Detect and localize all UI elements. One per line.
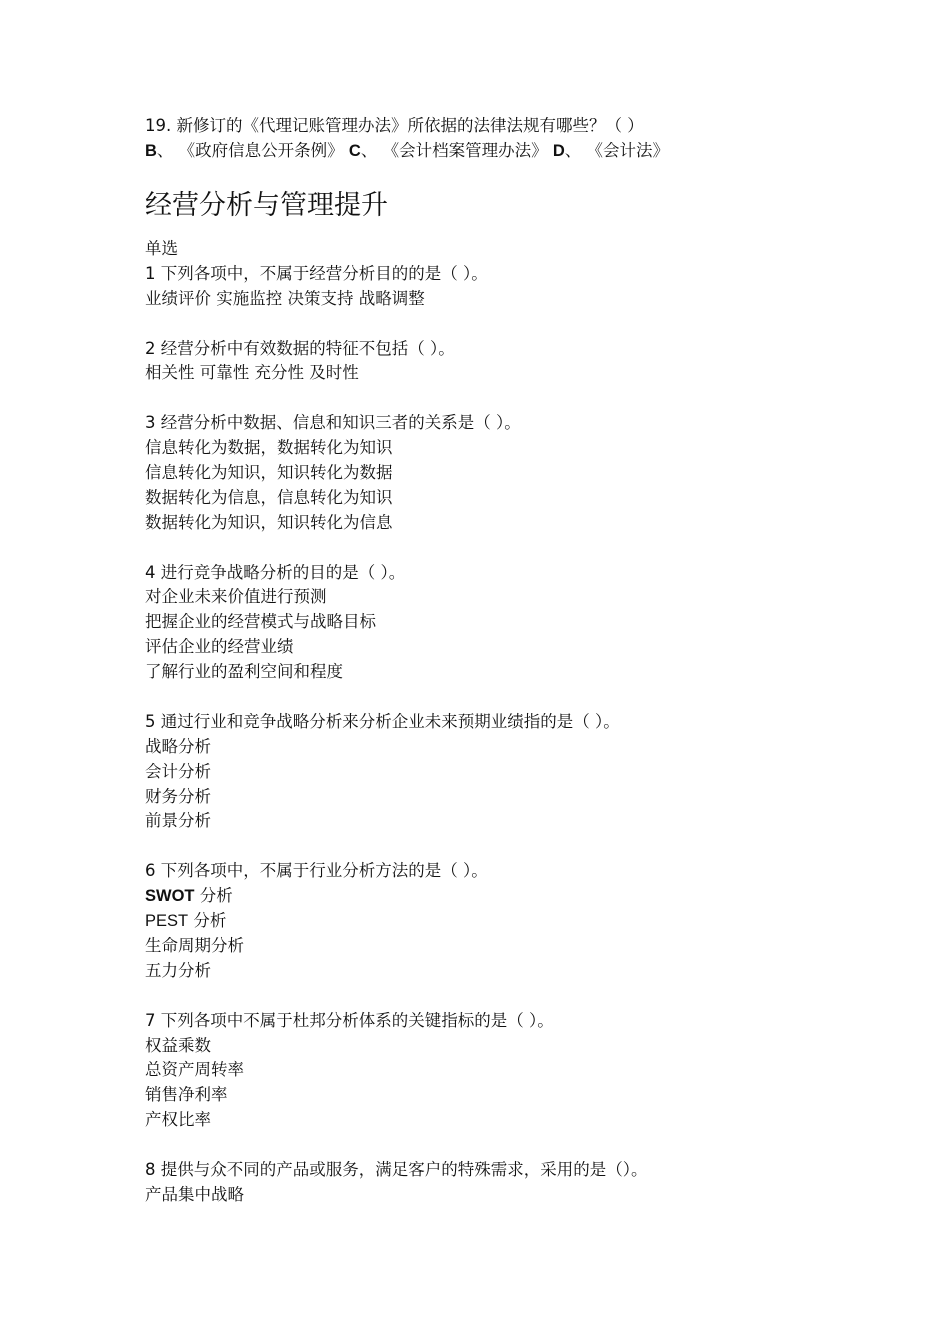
option-letter: C bbox=[348, 142, 361, 160]
option-text: 、 《政府信息公开条例》 bbox=[156, 141, 349, 160]
spacer bbox=[145, 984, 648, 1009]
question-list bbox=[145, 237, 648, 1208]
spacer bbox=[145, 386, 648, 411]
question-option: 把握企业的经营模式与战略目标 bbox=[145, 612, 376, 632]
question-option: 权益乘数 bbox=[145, 1035, 211, 1055]
option-prefix: PEST bbox=[145, 912, 189, 931]
question-option: 五力分析 bbox=[145, 960, 211, 980]
question-option: 前景分析 bbox=[145, 811, 211, 831]
question-option: 会计分析 bbox=[145, 761, 211, 781]
question-option: 产品集中战略 bbox=[145, 1184, 244, 1204]
question-option bbox=[145, 884, 648, 909]
question-option: 信息转化为知识，知识转化为数据 bbox=[145, 463, 393, 483]
question-prompt: 8 提供与众不同的产品或服务，满足客户的特殊需求，采用的是（）。 bbox=[145, 1159, 648, 1179]
question-prompt: 6 下列各项中，不属于行业分析方法的是（ ）。 bbox=[145, 861, 488, 881]
question-option: 数据转化为知识，知识转化为信息 bbox=[145, 512, 393, 532]
question-19-prompt: 19. 新修订的《代理记账管理办法》所依据的法律法规有哪些？（ ） bbox=[145, 116, 644, 135]
option-suffix: 分析 bbox=[188, 911, 227, 931]
question-19 bbox=[145, 113, 669, 164]
spacer bbox=[145, 1133, 648, 1158]
question-option: 销售净利率 bbox=[145, 1085, 228, 1105]
spacer bbox=[145, 536, 648, 561]
question-prompt: 2 经营分析中有效数据的特征不包括（ ）。 bbox=[145, 338, 455, 358]
spacer bbox=[145, 685, 648, 710]
question-option: 产权比率 bbox=[145, 1110, 211, 1130]
question-option: 战略分析 bbox=[145, 736, 211, 756]
question-prompt: 5 通过行业和竞争战略分析来分析企业未来预期业绩指的是（ ）。 bbox=[145, 711, 620, 731]
option-letter: D bbox=[552, 142, 565, 160]
question-option: 评估企业的经营业绩 bbox=[145, 637, 294, 657]
question-option: 相关性 可靠性 充分性 及时性 bbox=[145, 363, 359, 383]
question-prompt: 1 下列各项中，不属于经营分析目的的是（ ）。 bbox=[145, 263, 488, 283]
question-19-options bbox=[145, 138, 669, 164]
question-option: 信息转化为数据，数据转化为知识 bbox=[145, 438, 393, 458]
spacer bbox=[145, 312, 648, 337]
question-option: 对企业未来价值进行预测 bbox=[145, 587, 327, 607]
question-option: 了解行业的盈利空间和程度 bbox=[145, 662, 343, 682]
question-option: 生命周期分析 bbox=[145, 935, 244, 955]
option-prefix: SWOT bbox=[145, 887, 195, 906]
option-text: 、 《会计档案管理办法》 bbox=[360, 141, 553, 160]
question-option bbox=[145, 909, 648, 934]
option-letter: B bbox=[145, 142, 157, 160]
spacer bbox=[145, 834, 648, 859]
question-prompt: 3 经营分析中数据、信息和知识三者的关系是（ ）。 bbox=[145, 413, 521, 433]
question-prompt: 7 下列各项中不属于杜邦分析体系的关键指标的是（ ）。 bbox=[145, 1010, 554, 1030]
question-option: 业绩评价 实施监控 决策支持 战略调整 bbox=[145, 288, 425, 308]
option-text: 、 《会计法》 bbox=[564, 141, 670, 160]
section-type-label: 单选 bbox=[145, 239, 178, 258]
question-option: 总资产周转率 bbox=[145, 1060, 244, 1080]
question-option: 数据转化为信息，信息转化为知识 bbox=[145, 487, 393, 507]
question-option: 财务分析 bbox=[145, 786, 211, 806]
question-prompt: 4 进行竞争战略分析的目的是（ ）。 bbox=[145, 562, 406, 582]
option-suffix: 分析 bbox=[194, 886, 233, 906]
section-heading: 经营分析与管理提升 bbox=[145, 190, 388, 221]
